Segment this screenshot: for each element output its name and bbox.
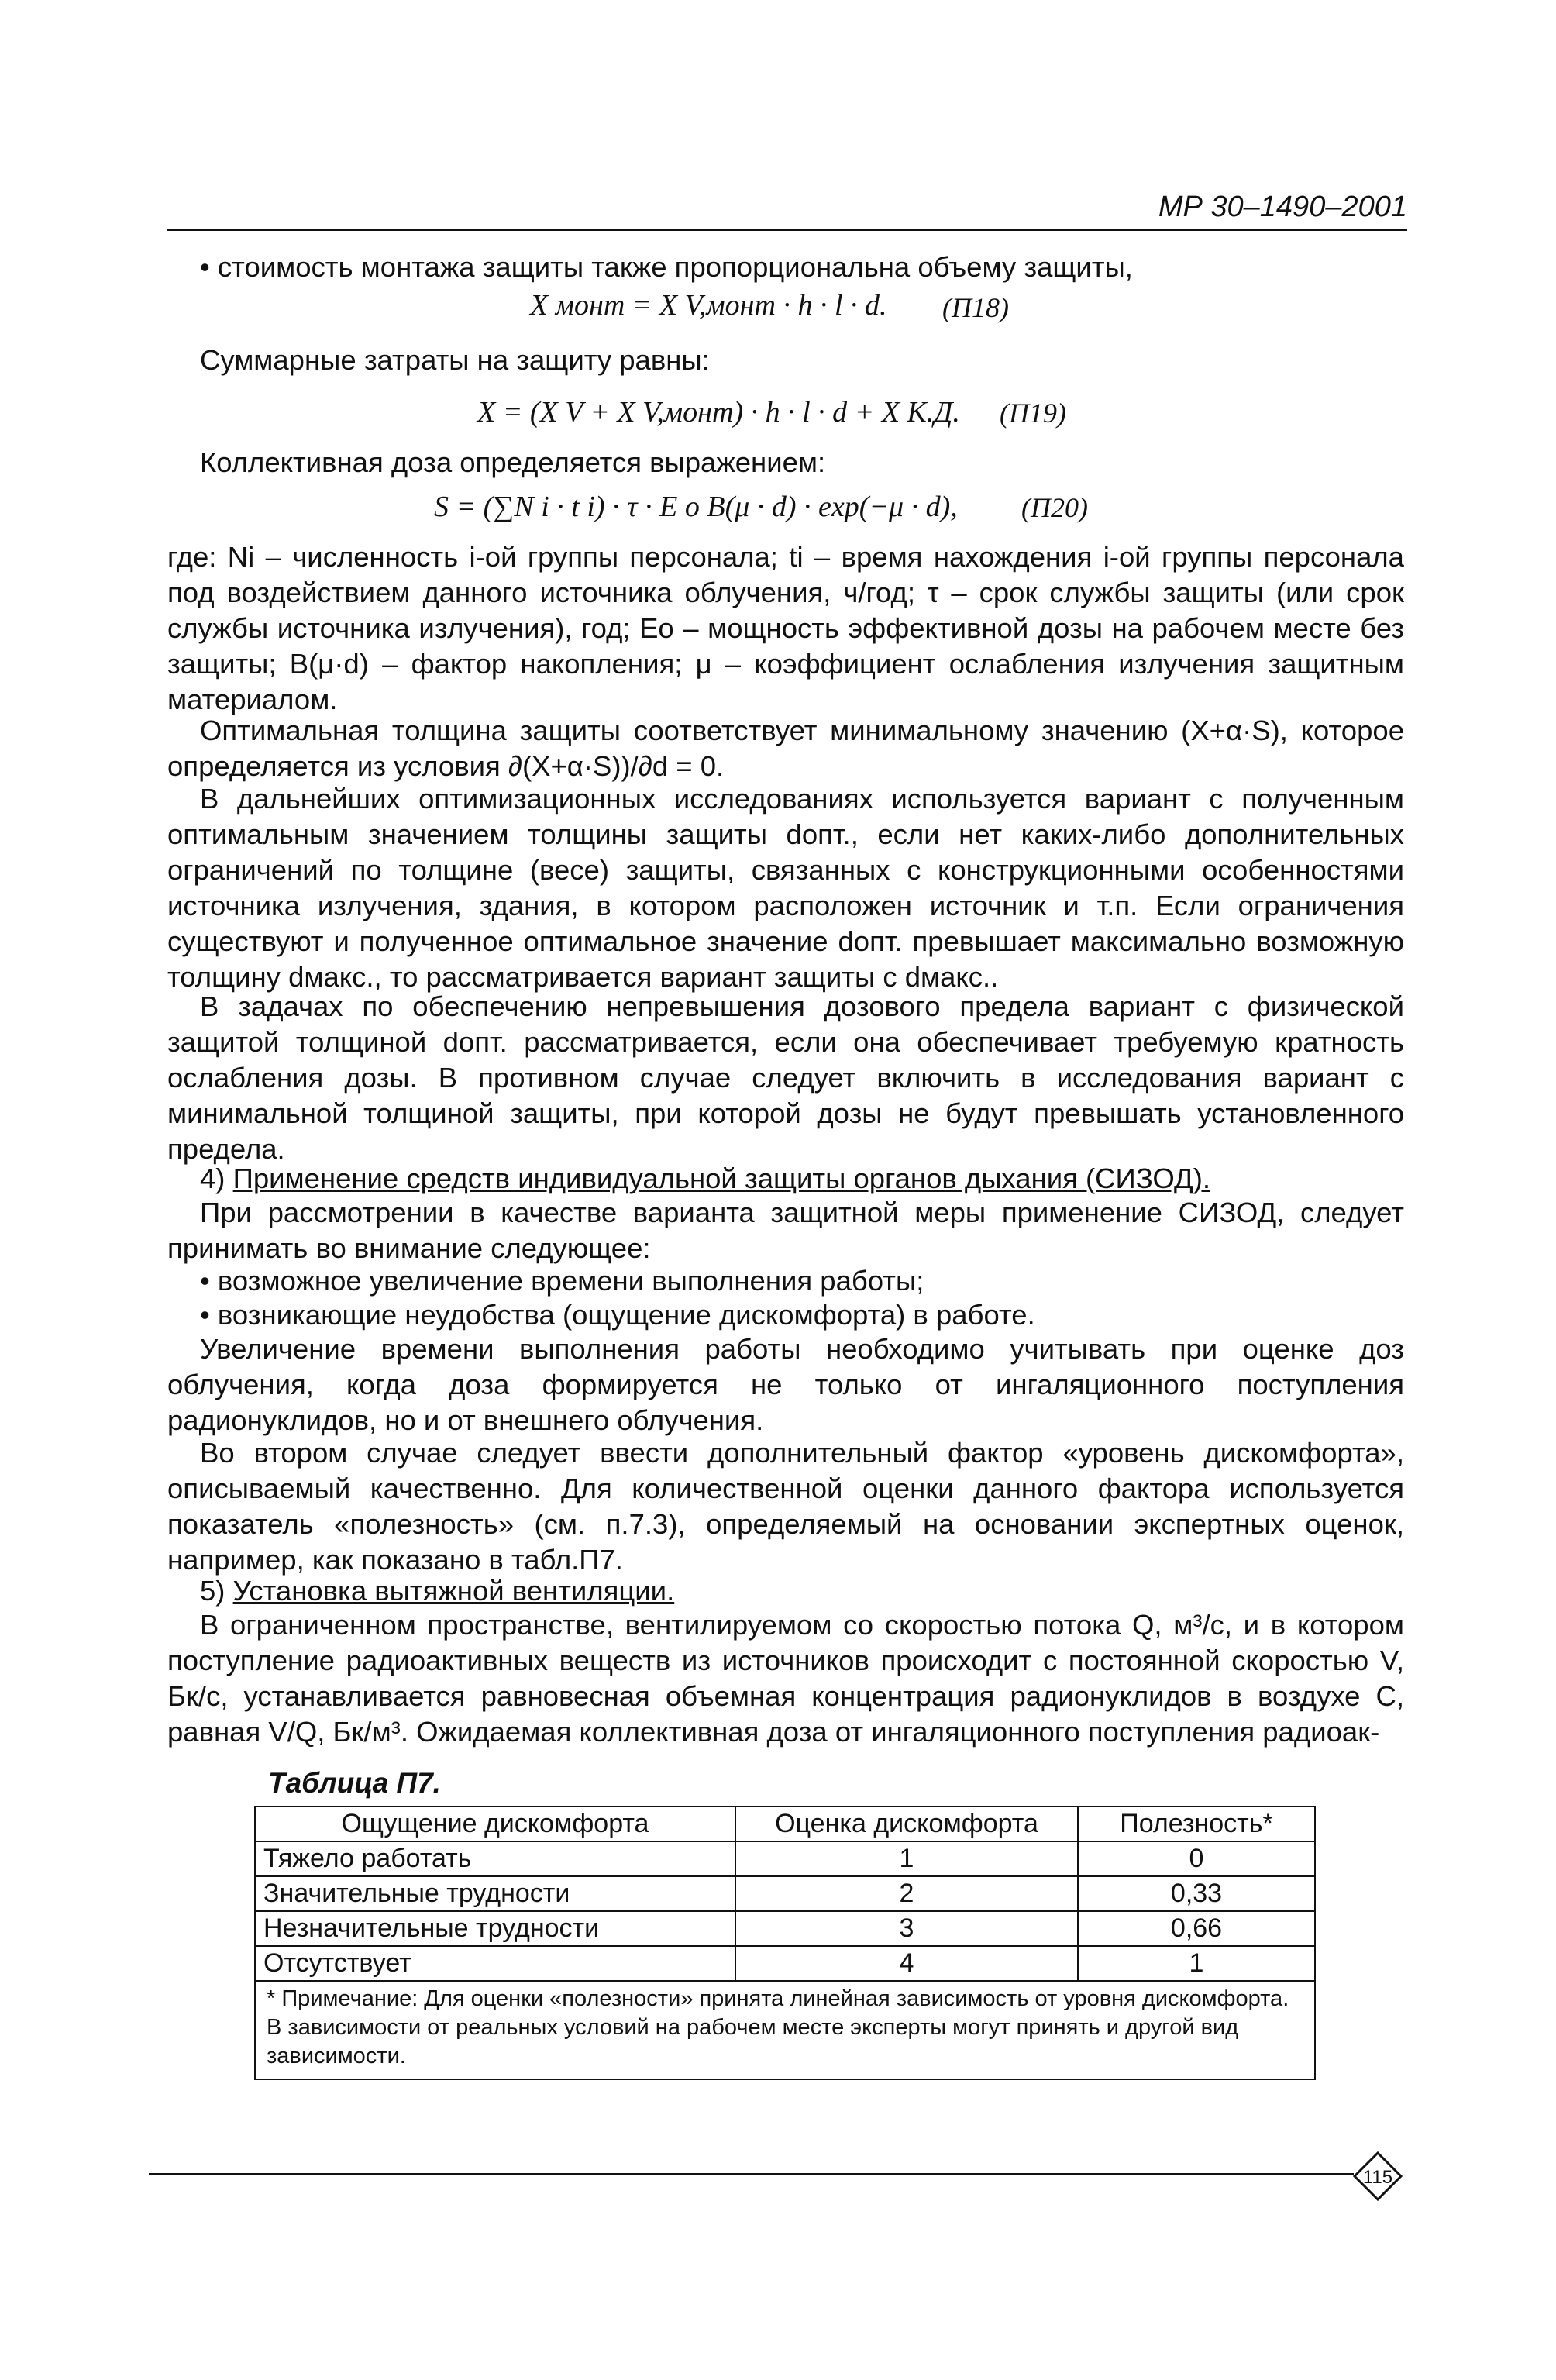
bullet-cost: • стоимость монтажа защиты также пропорциональна объему защиты, [200, 251, 1133, 283]
table-cell: 0,66 [1078, 1911, 1315, 1946]
table-cell: Отсутствует [255, 1946, 735, 1981]
table-row [255, 1876, 1315, 1911]
footer-rule [149, 2173, 1354, 2175]
where-paragraph: где: Ni – численность i-ой группы персонала; ti – время нахождения i-ой группы персонала под воздействием данного источника облучения, ч/год; τ – срок службы защиты (или срок службы источника излучения), год; Eo – мощность эффективной дозы на рабочем месте без защиты; B(μ·d) – фактор накопления; μ – коэффициент ослабления излучения защитным материалом. [167, 541, 1404, 715]
optimal-paragraph: Оптимальная толщина защиты соответствует минимальному значению (X+α·S), которое определяется из условия ∂(X+α·S))/∂d = 0. [167, 715, 1404, 782]
column-header: Ощущение дискомфорта [255, 1807, 735, 1841]
header-rule [167, 229, 1407, 231]
further-paragraph: В дальнейших оптимизационных исследованиях используется вариант с полученным оптимальным значением толщины защиты dопт., если нет каких-либо дополнительных ограничений по толщине (весе) защиты, связанных с конструкционными особенностями источника излучения, здания, в котором расположен источник и т.п. Если ограничения существуют и полученное оптимальное значение dопт. превышает максимально возможную толщину dмакс., то рассматривается вариант защиты с dмакс.. [167, 783, 1404, 993]
table-cell: Незначительные трудности [255, 1911, 735, 1946]
formula-p19 [477, 395, 960, 429]
item-5-heading [167, 1573, 1404, 1609]
second-case-paragraph: Во втором случае следует ввести дополнительный фактор «уровень дискомфорта», описываемый качественно. Для количественной оценки данного фактора используется показатель «полезность» (см. п.7.3), определяемый на основании экспертных оценок, например, как показано в табл.П7. [167, 1437, 1404, 1576]
item-4-number: 4) [200, 1162, 233, 1194]
table-row [255, 1946, 1315, 1981]
table-cell: 4 [735, 1946, 1078, 1981]
item-4-title: Применение средств индивидуальной защиты органов дыхания (СИЗОД). [232, 1162, 1211, 1194]
table-caption: Таблица П7. [268, 1767, 441, 1799]
formula-p20-expr: S = (∑N i · t i) · τ · E o B(μ · d) · exp(−μ · d), [434, 491, 958, 523]
sizod-intro: При рассмотрении в качестве варианта защитной меры применение СИЗОД, следует принимать во внимание следующее: [167, 1197, 1404, 1264]
table-note-row [255, 1981, 1315, 2079]
table-cell: 0,33 [1078, 1876, 1315, 1911]
column-header: Оценка дискомфорта [735, 1807, 1078, 1841]
item-5-number: 5) [200, 1575, 233, 1607]
table-cell: 2 [735, 1876, 1078, 1911]
bullet-list-item: • возникающие неудобства (ощущение дискомфорта) в работе. [200, 1299, 1035, 1331]
tasks-paragraph: В задачах по обеспечению непревышения дозового предела вариант с физической защитой толщиной dопт. рассматривается, если она обеспечивает требуемую кратность ослабления дозы. В противном случае следует включить в исследования вариант с минимальной толщиной защиты, при которой дозы не будут превышать установленного предела. [167, 990, 1404, 1165]
page-number-badge [1353, 2151, 1403, 2201]
sum-intro: Суммарные затраты на защиту равны: [200, 344, 710, 376]
formula-p18-expr: X монт = X V,монт · h · l · d. [530, 289, 887, 322]
increase-paragraph: Увеличение времени выполнения работы необходимо учитывать при оценке доз облучения, когда доза формируется не только от ингаляционного поступления радионуклидов, но и от внешнего облучения. [167, 1333, 1404, 1436]
formula-p18-number: (П18) [942, 292, 1009, 323]
table-p7 [254, 1806, 1316, 2080]
coll-intro: Коллективная доза определяется выражением: [200, 446, 826, 478]
table-cell: Тяжело работать [255, 1841, 735, 1876]
table-note: * Примечание: Для оценки «полезности» принята линейная зависимость от уровня дискомфорта. В зависимости от реальных условий на рабочем месте эксперты могут принять и другой вид зависимости. [255, 1981, 1315, 2079]
ventilation-paragraph: В ограниченном пространстве, вентилируемом со скоростью потока Q, м³/с, и в котором поступление радиоактивных веществ из источников происходит с постоянной скоростью V, Бк/с, устанавливается равновесная объемная концентрация радионуклидов в воздухе C, равная V/Q, Бк/м³. Ожидаемая коллективная доза от ингаляционного поступления радиоак- [167, 1609, 1404, 1748]
formula-p18 [530, 288, 887, 322]
table-row [255, 1841, 1315, 1876]
table-cell: Значительные трудности [255, 1876, 735, 1911]
formula-p19-number: (П19) [1000, 398, 1066, 429]
item-5-title: Установка вытяжной вентиляции. [232, 1575, 675, 1607]
item-4-heading [167, 1161, 1404, 1197]
formula-p20 [434, 490, 958, 524]
table-row [255, 1911, 1315, 1946]
table-cell: 1 [735, 1841, 1078, 1876]
table-cell: 0 [1078, 1841, 1315, 1876]
column-header: Полезность* [1078, 1807, 1315, 1841]
table-header-row [255, 1807, 1315, 1841]
document-code: МР 30–1490–2001 [1158, 191, 1407, 223]
page-number: 115 [1362, 2167, 1393, 2188]
bullet-list-item: • возможное увеличение времени выполнения работы; [200, 1265, 924, 1297]
formula-p19-expr: X = (X V + X V,монт) · h · l · d + X К.Д. [477, 396, 960, 429]
table-cell: 1 [1078, 1946, 1315, 1981]
table-cell: 3 [735, 1911, 1078, 1946]
formula-p20-number: (П20) [1021, 492, 1088, 523]
